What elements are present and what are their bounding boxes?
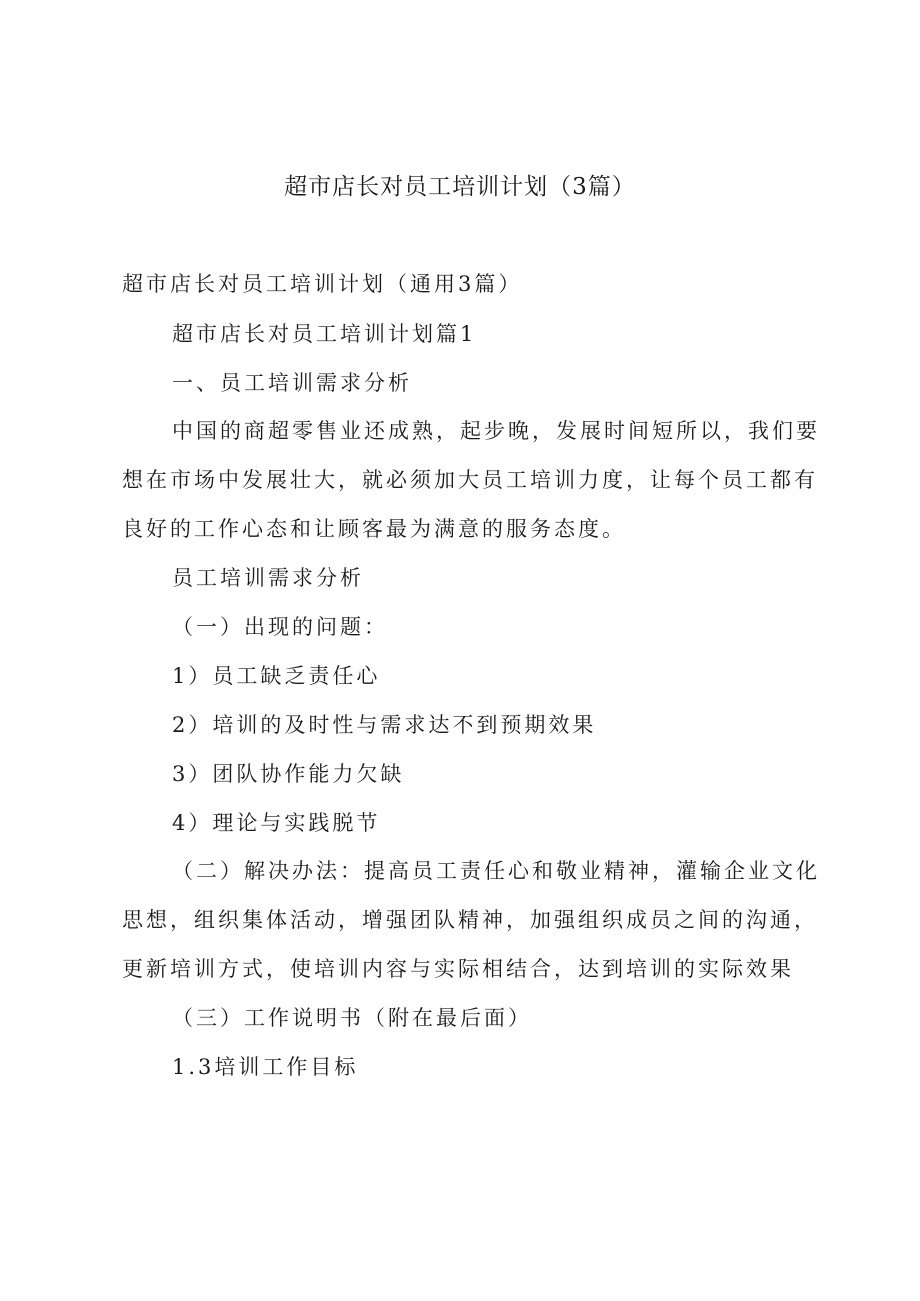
problem-item: 3）团队协作能力欠缺 [172,762,405,786]
section-heading: 超市店长对员工培训计划篇1 [172,322,477,346]
part1-heading: 一、员工培训需求分析 [172,371,412,395]
goal-heading: 1.3培训工作目标 [172,1055,359,1079]
problem-item: 4）理论与实践脱节 [172,811,381,835]
problem-item: 1）员工缺乏责任心 [172,664,381,688]
document-title: 超市店长对员工培训计划（3篇） [284,174,636,200]
problems-heading: （一）出现的问题： [172,615,388,639]
intro-paragraph: 中国的商超零售业还成熟，起步晚，发展时间短所以，我们要想在市场中发展壮大，就必须加大员工培训力度，让每个员工都有良好的工作心态和让顾客最为满意的服务态度。 [122,419,820,541]
document-subtitle: 超市店长对员工培训计划（通用3篇） [122,272,523,296]
problem-item: 2）培训的及时性与需求达不到预期效果 [172,713,597,737]
analysis-heading: 员工培训需求分析 [172,566,364,590]
solution-paragraph: （二）解决办法：提高员工责任心和敬业精神，灌输企业文化思想，组织集体活动，增强团队精神，加强组织成员之间的沟通，更新培训方式，使培训内容与实际相结合，达到培训的实际效果 [122,859,820,981]
job-description-line: （三）工作说明书（附在最后面） [172,1006,532,1030]
